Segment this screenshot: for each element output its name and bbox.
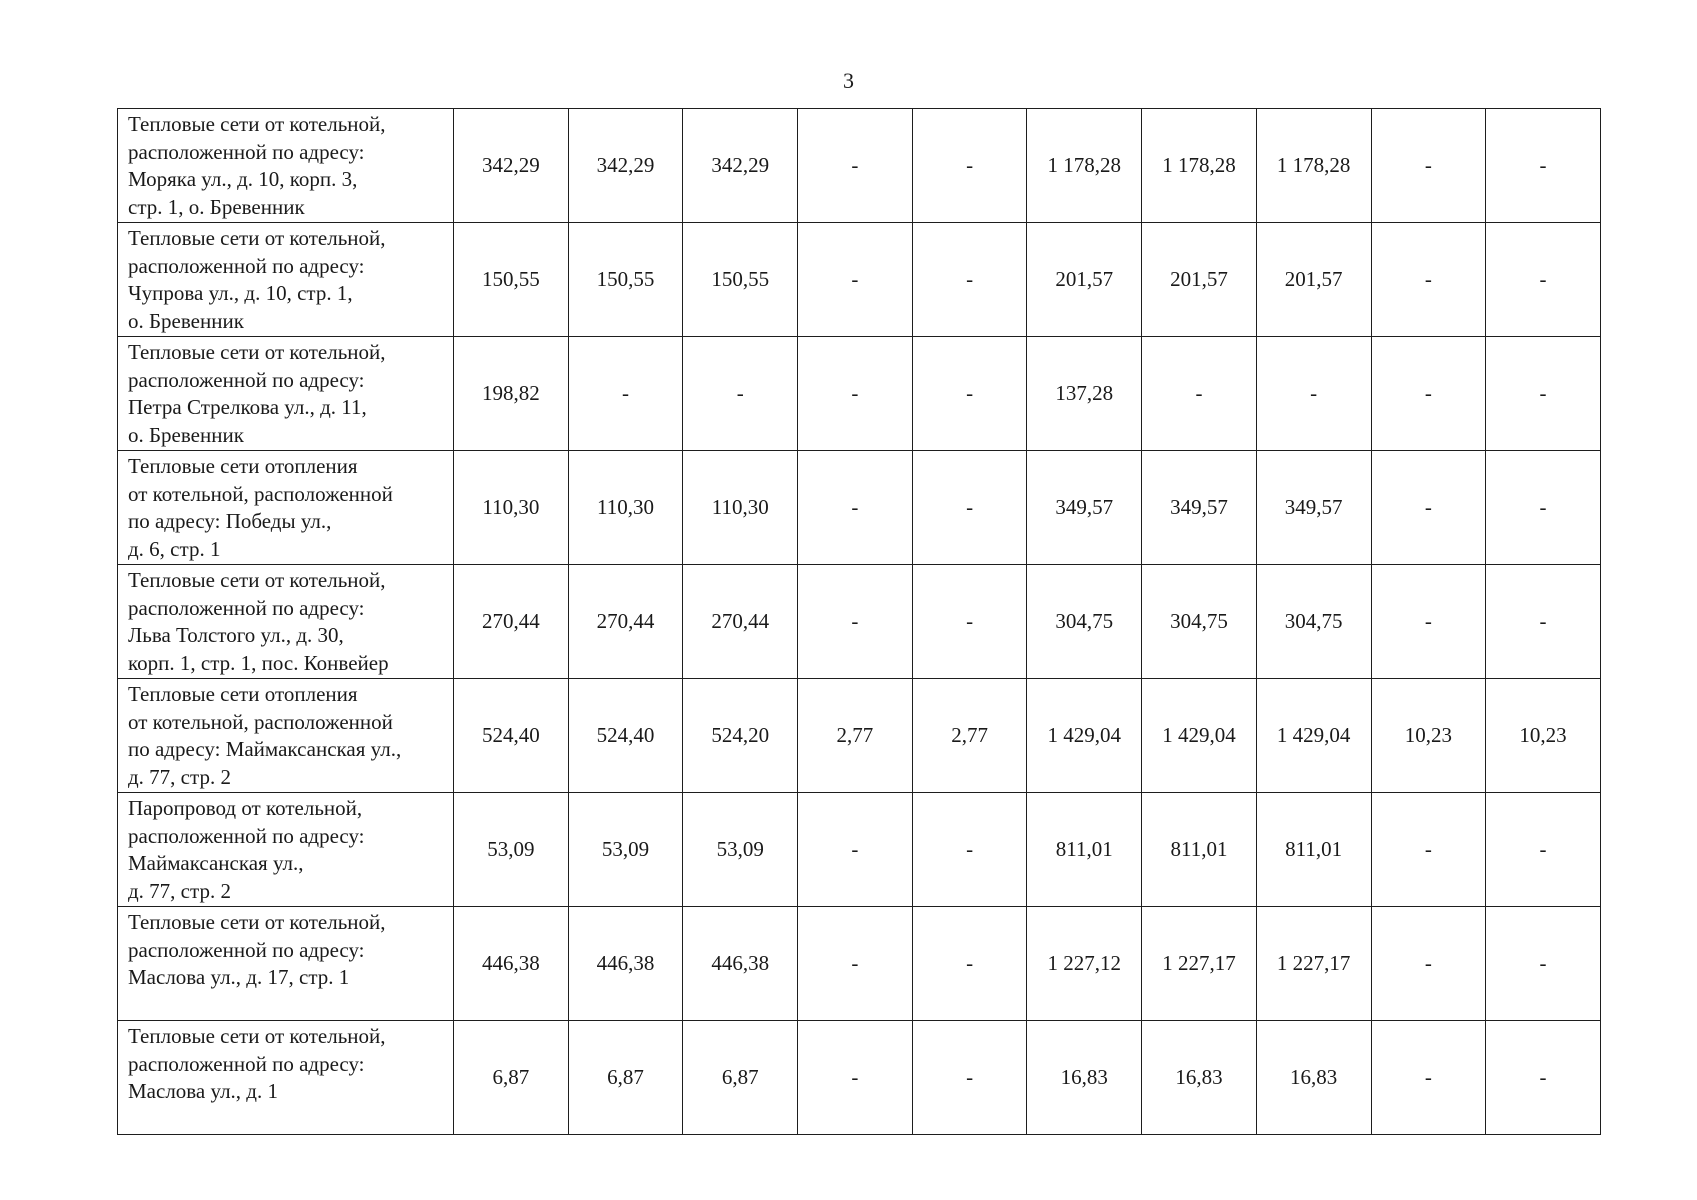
row-label-line: от котельной, расположенной — [128, 481, 393, 506]
row-label-line: корп. 1, стр. 1, пос. Конвейер — [128, 651, 389, 676]
value-cell: 342,29 — [568, 109, 683, 223]
row-label-line: Тепловые сети отопления — [128, 454, 358, 478]
value-cell: 6,87 — [568, 1021, 683, 1135]
row-label-line: расположенной по адресу: — [128, 1051, 365, 1076]
value-cell: 201,57 — [1027, 223, 1142, 337]
row-label-line: Маслова ул., д. 17, стр. 1 — [128, 965, 350, 990]
table-row — [118, 793, 1601, 907]
value-cell: 1 178,28 — [1142, 109, 1257, 223]
value-cell: 137,28 — [1027, 337, 1142, 451]
value-cell: - — [1371, 451, 1486, 565]
value-cell: 1 429,04 — [1256, 679, 1371, 793]
value-cell: 349,57 — [1142, 451, 1257, 565]
table-row — [118, 1021, 1601, 1135]
value-cell: - — [1142, 337, 1257, 451]
row-label-line: Маслова ул., д. 1 — [128, 1079, 278, 1104]
value-cell: - — [912, 1021, 1027, 1135]
table-row — [118, 451, 1601, 565]
value-cell: 53,09 — [454, 793, 569, 907]
value-cell: 524,40 — [454, 679, 569, 793]
value-cell: - — [1486, 907, 1601, 1021]
value-cell: 110,30 — [454, 451, 569, 565]
value-cell: - — [1486, 337, 1601, 451]
table-row — [118, 907, 1601, 1021]
value-cell: 270,44 — [568, 565, 683, 679]
value-cell: - — [912, 337, 1027, 451]
table-row — [118, 223, 1601, 337]
row-label-line: Тепловые сети от котельной, — [128, 226, 386, 250]
value-cell: 1 227,17 — [1256, 907, 1371, 1021]
value-cell: 446,38 — [568, 907, 683, 1021]
value-cell: 16,83 — [1142, 1021, 1257, 1135]
row-label-line: д. 77, стр. 2 — [128, 765, 231, 790]
value-cell: - — [798, 109, 913, 223]
value-cell: 304,75 — [1142, 565, 1257, 679]
value-cell: - — [1486, 109, 1601, 223]
value-cell: - — [798, 1021, 913, 1135]
value-cell: 150,55 — [683, 223, 798, 337]
value-cell: - — [568, 337, 683, 451]
value-cell: 53,09 — [683, 793, 798, 907]
row-label-line: расположенной по адресу: — [128, 253, 365, 278]
value-cell: - — [912, 793, 1027, 907]
value-cell: 1 429,04 — [1142, 679, 1257, 793]
value-cell: - — [1371, 565, 1486, 679]
row-label-line: расположенной по адресу: — [128, 595, 365, 620]
row-label-line: Паропровод от котельной, — [128, 796, 363, 820]
row-label-cell — [118, 451, 454, 565]
value-cell: - — [1486, 1021, 1601, 1135]
value-cell: - — [1371, 109, 1486, 223]
value-cell: 10,23 — [1371, 679, 1486, 793]
tariff-table — [117, 108, 1601, 1135]
row-label-cell — [118, 907, 454, 1021]
value-cell: - — [798, 793, 913, 907]
value-cell: 16,83 — [1256, 1021, 1371, 1135]
row-label-line: Тепловые сети от котельной, — [128, 1024, 386, 1048]
value-cell: 270,44 — [683, 565, 798, 679]
value-cell: 201,57 — [1256, 223, 1371, 337]
value-cell: 811,01 — [1142, 793, 1257, 907]
table-row — [118, 679, 1601, 793]
row-label-line: Маймаксанская ул., — [128, 851, 304, 876]
value-cell: 1 178,28 — [1256, 109, 1371, 223]
value-cell: 6,87 — [454, 1021, 569, 1135]
value-cell: 1 429,04 — [1027, 679, 1142, 793]
row-label-line: расположенной по адресу: — [128, 937, 365, 962]
value-cell: 342,29 — [683, 109, 798, 223]
value-cell: 150,55 — [568, 223, 683, 337]
row-label-line: о. Бревенник — [128, 309, 244, 334]
row-label-line: Тепловые сети от котельной, — [128, 340, 386, 364]
table-row — [118, 565, 1601, 679]
value-cell: 110,30 — [568, 451, 683, 565]
value-cell: 446,38 — [454, 907, 569, 1021]
value-cell: 2,77 — [798, 679, 913, 793]
row-label-line: Тепловые сети отопления — [128, 682, 358, 706]
value-cell: - — [1486, 565, 1601, 679]
value-cell: - — [1371, 793, 1486, 907]
value-cell: - — [1486, 793, 1601, 907]
row-label-cell — [118, 793, 454, 907]
value-cell: - — [912, 451, 1027, 565]
value-cell: 304,75 — [1256, 565, 1371, 679]
value-cell: 1 227,17 — [1142, 907, 1257, 1021]
row-label-line: расположенной по адресу: — [128, 139, 365, 164]
value-cell: 2,77 — [912, 679, 1027, 793]
value-cell: 110,30 — [683, 451, 798, 565]
value-cell: 1 227,12 — [1027, 907, 1142, 1021]
row-label-line: от котельной, расположенной — [128, 709, 393, 734]
value-cell: 53,09 — [568, 793, 683, 907]
value-cell: - — [912, 907, 1027, 1021]
value-cell: 201,57 — [1142, 223, 1257, 337]
row-label-line: по адресу: Маймаксанская ул., — [128, 737, 402, 762]
value-cell: 524,40 — [568, 679, 683, 793]
row-label-cell — [118, 1021, 454, 1135]
value-cell: - — [1256, 337, 1371, 451]
value-cell: 150,55 — [454, 223, 569, 337]
value-cell: 349,57 — [1256, 451, 1371, 565]
row-label-line: Петра Стрелкова ул., д. 11, — [128, 395, 367, 420]
row-label-line: Моряка ул., д. 10, корп. 3, — [128, 167, 358, 192]
value-cell: - — [798, 451, 913, 565]
row-label-cell — [118, 679, 454, 793]
row-label-cell — [118, 109, 454, 223]
value-cell: 342,29 — [454, 109, 569, 223]
value-cell: - — [912, 223, 1027, 337]
value-cell: - — [1371, 223, 1486, 337]
row-label-line: стр. 1, о. Бревенник — [128, 195, 305, 220]
row-label-line: Тепловые сети от котельной, — [128, 568, 386, 592]
value-cell: - — [1371, 1021, 1486, 1135]
value-cell: 6,87 — [683, 1021, 798, 1135]
row-label-cell — [118, 337, 454, 451]
table-row — [118, 109, 1601, 223]
value-cell: - — [1371, 907, 1486, 1021]
row-label-line: д. 77, стр. 2 — [128, 879, 231, 904]
table-body — [118, 109, 1601, 1135]
value-cell: 349,57 — [1027, 451, 1142, 565]
row-label-line: Льва Толстого ул., д. 30, — [128, 623, 344, 648]
value-cell: 304,75 — [1027, 565, 1142, 679]
row-label-line: Тепловые сети от котельной, — [128, 112, 386, 136]
value-cell: 16,83 — [1027, 1021, 1142, 1135]
value-cell: 270,44 — [454, 565, 569, 679]
value-cell: - — [1486, 451, 1601, 565]
value-cell: 524,20 — [683, 679, 798, 793]
value-cell: - — [798, 907, 913, 1021]
value-cell: 1 178,28 — [1027, 109, 1142, 223]
row-label-line: по адресу: Победы ул., — [128, 509, 332, 534]
row-label-line: Чупрова ул., д. 10, стр. 1, — [128, 281, 353, 306]
page-number: 3 — [843, 68, 854, 93]
value-cell: 811,01 — [1027, 793, 1142, 907]
table-row — [118, 337, 1601, 451]
value-cell: - — [1486, 223, 1601, 337]
value-cell: - — [1371, 337, 1486, 451]
value-cell: 10,23 — [1486, 679, 1601, 793]
value-cell: 811,01 — [1256, 793, 1371, 907]
row-label-line: о. Бревенник — [128, 423, 244, 448]
value-cell: - — [912, 565, 1027, 679]
row-label-line: расположенной по адресу: — [128, 823, 365, 848]
value-cell: 198,82 — [454, 337, 569, 451]
row-label-line: д. 6, стр. 1 — [128, 537, 221, 562]
row-label-cell — [118, 565, 454, 679]
value-cell: - — [798, 337, 913, 451]
row-label-line: расположенной по адресу: — [128, 367, 365, 392]
value-cell: - — [912, 109, 1027, 223]
value-cell: 446,38 — [683, 907, 798, 1021]
value-cell: - — [798, 223, 913, 337]
row-label-cell — [118, 223, 454, 337]
row-label-line: Тепловые сети от котельной, — [128, 910, 386, 934]
value-cell: - — [683, 337, 798, 451]
value-cell: - — [798, 565, 913, 679]
